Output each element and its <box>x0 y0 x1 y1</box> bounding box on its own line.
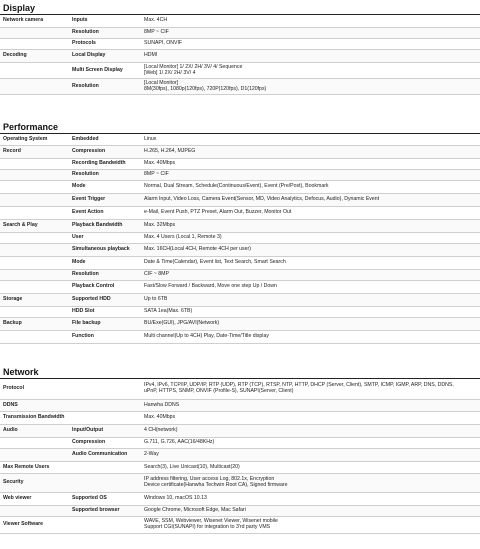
subcategory-cell: Local Display <box>72 52 106 59</box>
subcategory-cell: Event Trigger <box>72 196 106 203</box>
table-row <box>0 517 480 534</box>
subcategory-cell: HDD Slot <box>72 308 95 315</box>
value-line: [Local Monitor] <box>144 79 179 86</box>
table-row <box>0 257 480 270</box>
category-cell: Transmission Bandwidth <box>3 414 65 421</box>
subcategory-cell: Resolution <box>72 171 99 178</box>
value-line: 4 CH(network) <box>144 427 178 434</box>
table-row <box>0 506 480 517</box>
value-line: 2-Way <box>144 451 159 458</box>
performance-section-title: Performance <box>0 121 480 134</box>
value-line: IPv4, IPv6, TCP/IP, UDP/IP, RTP (UDP), RTP (TCP), RTSP, NTP, HTTP, DHCP (Server, Client), SMTP, ICMP, IGMP, ARP, DNS, DDNS, <box>144 382 454 389</box>
value-line: H.265, H.264, MJPEG <box>144 148 196 155</box>
table-row <box>0 318 480 331</box>
value-line: SATA 1ea(Max. 6TB) <box>144 308 193 315</box>
value-line: Alarm Input, Video Loss, Camera Event(Sensor, MD, Video Analytics, Defocus, Audio), Dynamic Event <box>144 196 380 203</box>
table-row <box>0 331 480 344</box>
value-cell <box>144 403 480 409</box>
table-row <box>0 307 480 318</box>
value-line: CIF ~ 8MP <box>144 271 169 278</box>
value-cell <box>144 247 480 253</box>
display-section <box>0 2 480 95</box>
table-row <box>0 493 480 506</box>
category-cell: Backup <box>3 320 22 327</box>
network-section <box>0 366 480 534</box>
category-cell: Record <box>3 148 21 155</box>
subcategory-cell: Audio Communication <box>72 451 128 458</box>
value-cell <box>144 321 480 327</box>
table-row <box>0 170 480 181</box>
value-line: Max. 4 Users (Local 1, Remote 3) <box>144 234 222 241</box>
value-line: uPnP, HTTPS, SNMP, ONVIF (Profile-S), SUNAPI(Server, Client) <box>144 388 294 394</box>
category-cell: Web viewer <box>3 495 32 502</box>
value-line: Normal, Dual Stream, Schedule(Continuous/Event), Event (Pre/Post), Bookmark <box>144 183 329 190</box>
value-cell <box>144 172 480 178</box>
value-cell <box>144 496 480 502</box>
value-line: Fast/Slow Forward / Backward, Move one step Up / Down <box>144 283 277 290</box>
value-line: Max. 40Mbps <box>144 160 176 167</box>
subcategory-cell: Playback Bandwidth <box>72 222 123 229</box>
table-row <box>0 220 480 233</box>
value-cell <box>144 309 480 315</box>
value-cell <box>144 477 480 489</box>
subcategory-cell: Recording Bandwidth <box>72 160 126 167</box>
value-line: 8MP ~ CIF <box>144 29 169 36</box>
value-line: Multi channel(Up to 4CH) Play, Date-Time/Title display <box>144 333 269 340</box>
value-cell <box>144 428 480 434</box>
table-row <box>0 270 480 281</box>
value-line: e-Mail, Event Push, PTZ Preset, Alarm Out, Buzzer, Monitor Out <box>144 209 292 216</box>
value-cell <box>144 508 480 514</box>
value-line: Max. 32Mbps <box>144 222 176 229</box>
category-cell: Network camera <box>3 17 44 24</box>
table-row <box>0 79 480 95</box>
table-row <box>0 28 480 39</box>
subcategory-cell: Supported HDD <box>72 296 111 303</box>
value-cell <box>144 161 480 167</box>
value-cell <box>144 334 480 340</box>
table-row <box>0 462 480 474</box>
value-cell <box>144 440 480 446</box>
subcategory-cell: Supported OS <box>72 495 107 502</box>
value-cell <box>144 53 480 59</box>
value-cell <box>144 30 480 36</box>
value-line: G.711, G.726, AAC(16/48KHz) <box>144 439 215 446</box>
subcategory-cell: Playback Control <box>72 283 115 290</box>
subcategory-cell: Supported browser <box>72 507 120 514</box>
subcategory-cell: Mode <box>72 259 86 266</box>
table-row <box>0 50 480 63</box>
table-row <box>0 400 480 412</box>
value-line: Max. 4CH <box>144 17 168 24</box>
value-cell <box>144 137 480 143</box>
value-line: [Web] 1/ 2X/ 2H/ 3V/ 4 <box>144 69 196 76</box>
value-line: Device certificate(Hanwha Techwin Root CA), Signed firmware <box>144 482 288 488</box>
value-cell <box>144 81 480 93</box>
category-cell: Operating System <box>3 135 48 142</box>
table-row <box>0 134 480 146</box>
value-cell <box>144 297 480 303</box>
value-cell <box>144 415 480 421</box>
table-row <box>0 207 480 220</box>
subcategory-cell: File backup <box>72 320 101 327</box>
table-row <box>0 233 480 244</box>
value-line: HDMI <box>144 52 158 59</box>
value-line: WAVE, SSM, Webviewer, Wisenet Viewer, Wisenet mobile <box>144 518 278 525</box>
value-line: 8MP ~ CIF <box>144 171 169 178</box>
table-row <box>0 474 480 493</box>
display-section-title: Display <box>0 2 480 15</box>
subcategory-cell: Mode <box>72 183 86 190</box>
subcategory-cell: Embedded <box>72 135 99 142</box>
category-cell: DDNS <box>3 401 18 408</box>
value-line: IP address filtering, User access Log, 802.1x, Encryption <box>144 476 275 483</box>
subcategory-cell: Simultaneous playback <box>72 246 130 253</box>
value-cell <box>144 284 480 290</box>
table-row <box>0 15 480 28</box>
table-row <box>0 379 480 400</box>
table-row <box>0 412 480 425</box>
value-line: Hanwha DDNS <box>144 401 180 408</box>
value-cell <box>144 383 480 395</box>
table-row <box>0 146 480 159</box>
subcategory-cell: User <box>72 234 84 241</box>
category-cell: Storage <box>3 296 23 303</box>
value-cell <box>144 18 480 24</box>
subcategory-cell: Protocols <box>72 40 96 47</box>
subcategory-cell: Compression <box>72 439 106 446</box>
subcategory-cell: Function <box>72 333 94 340</box>
value-cell <box>144 272 480 278</box>
value-line: 8M(30fps), 1080p(120fps), 720P(120fps), D1(120fps) <box>144 85 267 92</box>
category-cell: Security <box>3 479 24 486</box>
category-cell: Viewer Software <box>3 521 43 528</box>
network-section-title: Network <box>0 366 480 379</box>
value-cell <box>144 452 480 458</box>
subcategory-cell: Inputs <box>72 17 88 24</box>
value-cell <box>144 149 480 155</box>
value-line: [Local Monitor] 1/ 2X/ 2H/ 3V/ 4/ Sequence <box>144 63 243 70</box>
table-row <box>0 159 480 170</box>
table-row <box>0 194 480 207</box>
subcategory-cell: Multi Screen Display <box>72 66 123 73</box>
value-line: Date & Time(Calendar), Event list, Text Search, Smart Search <box>144 259 286 266</box>
table-row <box>0 244 480 257</box>
table-row <box>0 181 480 194</box>
subcategory-cell: Compression <box>72 148 106 155</box>
category-cell: Decoding <box>3 52 27 59</box>
table-row <box>0 438 480 449</box>
value-line: BU/Exe(GUI), JPG/AVI(Network) <box>144 320 220 327</box>
performance-section <box>0 121 480 344</box>
value-cell <box>144 260 480 266</box>
value-line: Max. 40Mbps <box>144 414 176 421</box>
value-line: Up to 6TB <box>144 296 168 303</box>
value-line: Windows 10, macOS 10.13 <box>144 495 207 502</box>
value-line: Max. 16CH(Local 4CH, Remote 4CH per user) <box>144 246 251 253</box>
value-cell <box>144 519 480 531</box>
value-line: Search(3), Live Unicast(10), Multicast(20) <box>144 463 240 470</box>
value-line: SUNAPI, ONVIF <box>144 40 183 47</box>
value-line: Google Chrome, Microsoft Edge, Mac Safari <box>144 507 246 514</box>
subcategory-cell: Resolution <box>72 29 99 36</box>
value-cell <box>144 210 480 216</box>
value-cell <box>144 197 480 203</box>
table-row <box>0 294 480 307</box>
value-line: Support CGI(SUNAPI) for integration to 3'rd party VMS <box>144 524 271 530</box>
category-cell: Protocol <box>3 385 25 392</box>
table-row <box>0 281 480 294</box>
subcategory-cell: Event Action <box>72 209 104 216</box>
subcategory-cell: Resolution <box>72 82 99 89</box>
value-line: Linux <box>144 135 157 142</box>
category-cell: Search & Play <box>3 222 38 229</box>
value-cell <box>144 223 480 229</box>
value-cell <box>144 465 480 471</box>
subcategory-cell: Resolution <box>72 271 99 278</box>
category-cell: Audio <box>3 427 18 434</box>
value-cell <box>144 184 480 190</box>
table-row <box>0 425 480 438</box>
value-cell <box>144 41 480 47</box>
category-cell: Max Remote Users <box>3 463 50 470</box>
table-row <box>0 63 480 79</box>
table-row <box>0 39 480 50</box>
value-cell <box>144 65 480 77</box>
subcategory-cell: Input/Output <box>72 427 104 434</box>
table-row <box>0 449 480 462</box>
value-cell <box>144 235 480 241</box>
